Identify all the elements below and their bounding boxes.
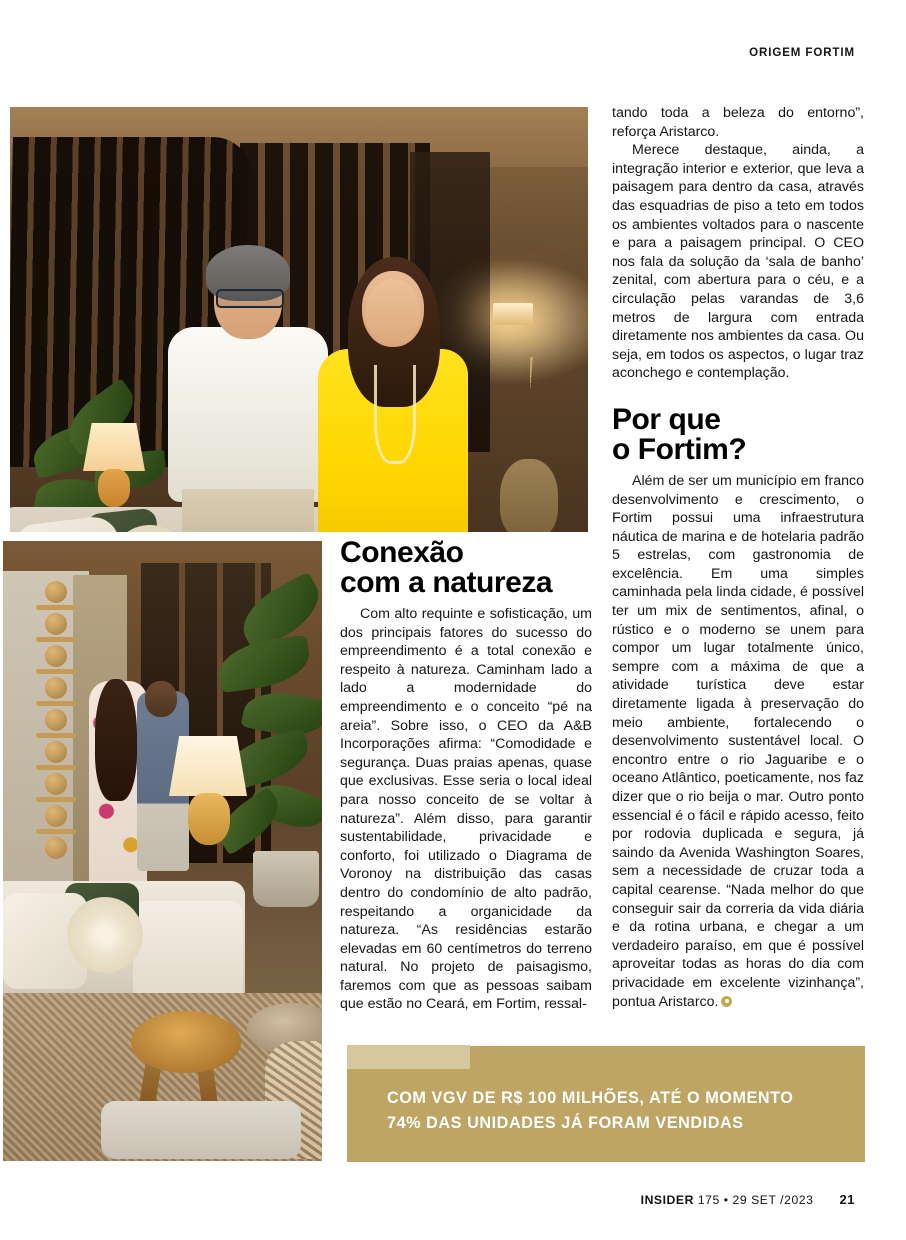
page-footer [641,1192,855,1207]
photo-table-lamp-shade [83,423,145,471]
photo-table-lamp-shade [169,736,247,796]
photo-floor-cushion [101,1101,301,1159]
photo-living-room [3,541,322,1161]
section-headline-conexao [340,538,592,598]
photo-couple-interior [10,107,588,532]
footer-issue-line [641,1193,814,1207]
headline-line-2: com a natureza [340,566,553,599]
photo-round-pillow [67,897,143,973]
photo-woman-face [366,279,420,345]
photo-bead-wall-hanging [45,581,67,881]
photo-man-pants [182,489,314,532]
photo-ceramic-vase [500,459,558,532]
body-paragraph: Merece destaque, ainda, a integração interior e exterior, que leva a paisagem para dentro da casa, através das esquadrias de piso a teto em todos os ambientes voltados para o nascente e para a paisagem principal. O CEO nos fala da solução da ‘sala de banho’ zenital, com abertura para o céu, e a circulação pelas varandas de 3,6 metros de largura com entrada diretamente nos ambientes da casa. Ou seja, em todos os aspectos, o lugar traz aconchego e contemplação. [612,142,864,382]
callout-line-1: COM VGV DE R$ 100 MILHÕES, ATÉ O MOMENTO [387,1089,794,1107]
callout-accent-tab [347,1045,470,1069]
footer-issue: 175 • 29 SET /2023 [697,1193,814,1207]
body-paragraph-continued: tando toda a beleza do entorno”, reforça Aristarco. [612,105,864,140]
photo-woman-hair [95,679,137,801]
photo-table-lamp-base [188,793,230,845]
photo-person-man [168,227,328,532]
photo-plant-pot [253,851,319,907]
photo-wood-stool [131,1011,241,1073]
section-headline-por-que [612,402,864,466]
photo-person-woman [310,239,485,532]
pull-quote-callout [347,1046,865,1162]
headline-line-2: o Fortim? [612,432,747,466]
end-of-article-icon [721,996,732,1007]
page-number: 21 [839,1192,855,1207]
photo-man-glasses [216,289,284,308]
body-paragraph: Com alto requinte e sofisticação, um dos principais fatores do sucesso do empreendimento é a total conexão e respeito à natureza. Caminham lado a lado a modernidade do empreendimento e o conceito “pé na areia”. Sobre isso, o CEO da A&B Incorporações afirma: “Comodidade e segurança. Duas praias apenas, quase que exclusivas. Esse seria o local ideal para nosso conceito de se voltar à natureza”. Além disso, para garantir sustentabilidade, privacidade e conforto, foi utilizado o Diagrama de Voronoy na distribuição das casas dentro do condomínio de alto padrão, respeitando a organicidade da natureza. “As residências estarão elevadas em 60 centímetros do terreno natural. No projeto de paisagismo, faremos com que as pessoas saibam que estão no Ceará, em Fortim, ressal- [340,606,592,1013]
body-paragraph-final-text: Além de ser um município em franco desenvolvimento e crescimento, o Fortim possui uma infraestrutura náutica de marina e de hotelaria padrão 5 estrelas, com gastronomia de excelência. Em uma simples caminhada pela linda cidade, é possível ter um mix de sentimentos, afinal, o rústico e o moderno se unem para compor um lugar totalmente único, sempre com a máxima de que a atividade turística deve estar diretamente ligada à preservação do meio ambiente, fortalecendo o desenvolvimento sustentável local. O encontro entre o rio Jaguaribe e o oceano Atlântico, poeticamente, nos faz dizer que o rio beija o mar. Outro ponto essencial é o fácil e rápido acesso, feito por rodovia duplicada e segura, já saindo da Avenida Washington Soares, sem a necessidade de cruzar toda a capital cearense. “Nada melhor do que conseguir sair da correria da vida diária e da rotina urbana, e chegar a um verdadeiro paraíso, em que é possível aproveitar todas as horas do dia com privacidade em excelente vizinhança”, pontua Aristarco. [612,472,864,1010]
photo-man-head [145,681,177,717]
headline-line-1: Conexão [340,536,464,569]
photo-man-shirt [168,327,328,502]
left-text-column [340,538,592,1014]
callout-line-2: 74% DAS UNIDADES JÁ FORAM VENDIDAS [387,1114,744,1132]
right-text-column [612,104,864,1011]
photo-woman-necklace [374,365,416,464]
running-head: ORIGEM FORTIM [749,47,855,59]
body-paragraph-final [612,472,864,1011]
footer-brand: INSIDER [640,1193,694,1207]
photo-wall-sconce [493,303,533,325]
headline-line-1: Por que [612,402,721,436]
callout-text [387,1086,837,1136]
photo-table-lamp-base [98,469,130,507]
